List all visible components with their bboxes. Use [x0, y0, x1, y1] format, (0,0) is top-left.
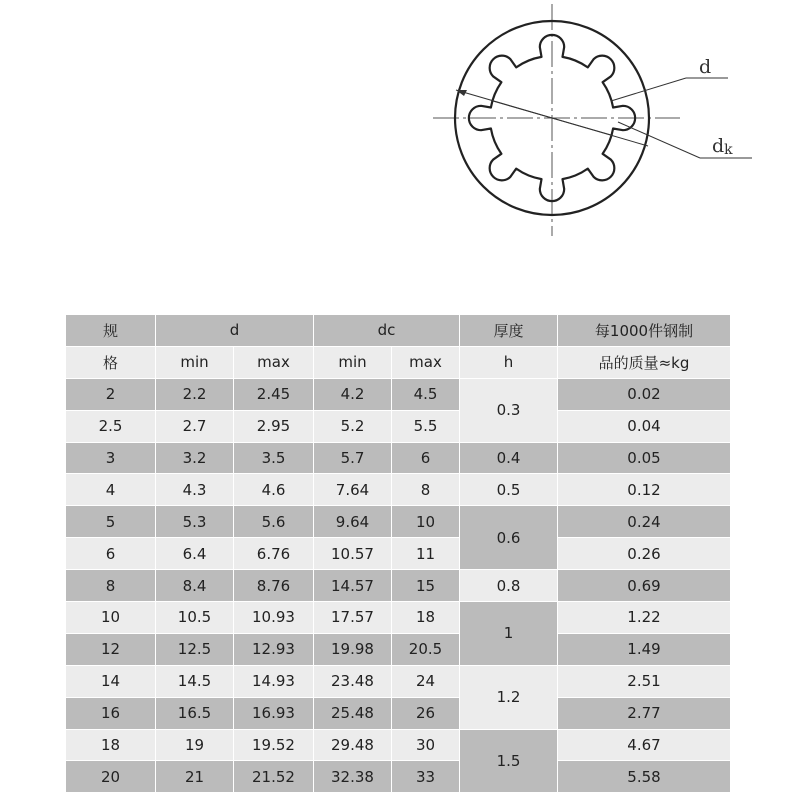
cell-dc-max: 18: [392, 602, 460, 634]
cell-d-max: 6.76: [234, 538, 314, 570]
table-row: [66, 378, 731, 410]
cell-dc-max: 5.5: [392, 410, 460, 442]
cell-d-max: 12.93: [234, 633, 314, 665]
cell-d-max: 3.5: [234, 442, 314, 474]
cell-d-min: 2.2: [156, 378, 234, 410]
washer-technical-drawing: [0, 0, 800, 300]
cell-dc-max: 24: [392, 665, 460, 697]
label-dk-subscript: k: [724, 142, 733, 158]
cell-dc-max: 33: [392, 761, 460, 793]
cell-d-min: 10.5: [156, 602, 234, 634]
cell-mass: 2.51: [558, 665, 731, 697]
cell-dc-min: 32.38: [314, 761, 392, 793]
header-dc-max: max: [392, 346, 460, 378]
cell-spec: 14: [66, 665, 156, 697]
cell-spec: 18: [66, 729, 156, 761]
cell-mass: 0.26: [558, 538, 731, 570]
cell-mass: 5.58: [558, 761, 731, 793]
cell-dc-min: 4.2: [314, 378, 392, 410]
cell-d-min: 6.4: [156, 538, 234, 570]
cell-mass: 4.67: [558, 729, 731, 761]
cell-mass: 0.05: [558, 442, 731, 474]
cell-dc-max: 8: [392, 474, 460, 506]
header-mass-top: 每1000件钢制: [558, 315, 731, 347]
cell-d-min: 12.5: [156, 633, 234, 665]
header-row-2: [66, 346, 731, 378]
cell-d-min: 4.3: [156, 474, 234, 506]
cell-d-max: 14.93: [234, 665, 314, 697]
cell-spec: 6: [66, 538, 156, 570]
cell-d-min: 8.4: [156, 570, 234, 602]
header-row-1: [66, 315, 731, 347]
table-row: [66, 442, 731, 474]
header-thickness-symbol: h: [460, 346, 558, 378]
cell-mass: 1.22: [558, 602, 731, 634]
cell-dc-max: 10: [392, 506, 460, 538]
table-row: [66, 697, 731, 729]
table-row: [66, 410, 731, 442]
cell-d-min: 2.7: [156, 410, 234, 442]
cell-d-min: 19: [156, 729, 234, 761]
cell-mass: 0.24: [558, 506, 731, 538]
cell-d-max: 2.95: [234, 410, 314, 442]
cell-dc-max: 15: [392, 570, 460, 602]
cell-dc-min: 5.2: [314, 410, 392, 442]
cell-dc-max: 26: [392, 697, 460, 729]
table-row: [66, 474, 731, 506]
cell-d-max: 4.6: [234, 474, 314, 506]
cell-thickness: 1.5: [460, 729, 558, 793]
cell-mass: 0.69: [558, 570, 731, 602]
cell-d-max: 10.93: [234, 602, 314, 634]
cell-thickness: 0.8: [460, 570, 558, 602]
table-row: [66, 761, 731, 793]
cell-dc-min: 5.7: [314, 442, 392, 474]
cell-d-max: 21.52: [234, 761, 314, 793]
cell-dc-max: 11: [392, 538, 460, 570]
header-d-max: max: [234, 346, 314, 378]
cell-mass: 0.12: [558, 474, 731, 506]
label-dk: dk: [712, 135, 733, 158]
cell-d-min: 5.3: [156, 506, 234, 538]
header-d: d: [156, 315, 314, 347]
cell-dc-min: 23.48: [314, 665, 392, 697]
cell-thickness: 0.3: [460, 378, 558, 442]
cell-spec: 10: [66, 602, 156, 634]
cell-dc-min: 19.98: [314, 633, 392, 665]
cell-d-max: 2.45: [234, 378, 314, 410]
cell-spec: 2.5: [66, 410, 156, 442]
header-dc-min: min: [314, 346, 392, 378]
cell-d-max: 8.76: [234, 570, 314, 602]
table-row: [66, 538, 731, 570]
cell-spec: 12: [66, 633, 156, 665]
table-row: [66, 506, 731, 538]
cell-dc-min: 25.48: [314, 697, 392, 729]
cell-mass: 0.02: [558, 378, 731, 410]
cell-d-min: 16.5: [156, 697, 234, 729]
header-mass-bottom: 品的质量≈kg: [558, 346, 731, 378]
cell-spec: 20: [66, 761, 156, 793]
table-row: [66, 633, 731, 665]
cell-spec: 3: [66, 442, 156, 474]
leader-line-dk: [618, 122, 700, 158]
header-spec-top: 规: [66, 315, 156, 347]
cell-dc-min: 7.64: [314, 474, 392, 506]
cell-spec: 2: [66, 378, 156, 410]
table-row: [66, 729, 731, 761]
cell-thickness: 1.2: [460, 665, 558, 729]
table-row: [66, 665, 731, 697]
cell-d-max: 19.52: [234, 729, 314, 761]
cell-mass: 1.49: [558, 633, 731, 665]
cell-mass: 2.77: [558, 697, 731, 729]
cell-thickness: 0.4: [460, 442, 558, 474]
table-row: [66, 602, 731, 634]
cell-thickness: 0.5: [460, 474, 558, 506]
cell-thickness: 1: [460, 602, 558, 666]
cell-spec: 16: [66, 697, 156, 729]
leader-line-d: [611, 78, 686, 101]
cell-dc-max: 6: [392, 442, 460, 474]
cell-dc-max: 30: [392, 729, 460, 761]
table-row: [66, 570, 731, 602]
cell-spec: 4: [66, 474, 156, 506]
cell-d-max: 5.6: [234, 506, 314, 538]
cell-dc-min: 14.57: [314, 570, 392, 602]
specification-table: [65, 314, 731, 793]
cell-spec: 5: [66, 506, 156, 538]
header-dc: dc: [314, 315, 460, 347]
cell-d-min: 14.5: [156, 665, 234, 697]
cell-dc-min: 17.57: [314, 602, 392, 634]
cell-mass: 0.04: [558, 410, 731, 442]
cell-d-min: 21: [156, 761, 234, 793]
cell-thickness: 0.6: [460, 506, 558, 570]
header-thickness: 厚度: [460, 315, 558, 347]
cell-spec: 8: [66, 570, 156, 602]
cell-dc-min: 29.48: [314, 729, 392, 761]
cell-dc-min: 9.64: [314, 506, 392, 538]
header-spec-bottom: 格: [66, 346, 156, 378]
label-d: d: [699, 56, 712, 78]
cell-d-min: 3.2: [156, 442, 234, 474]
cell-d-max: 16.93: [234, 697, 314, 729]
cell-dc-max: 4.5: [392, 378, 460, 410]
cell-dc-min: 10.57: [314, 538, 392, 570]
cell-dc-max: 20.5: [392, 633, 460, 665]
header-d-min: min: [156, 346, 234, 378]
